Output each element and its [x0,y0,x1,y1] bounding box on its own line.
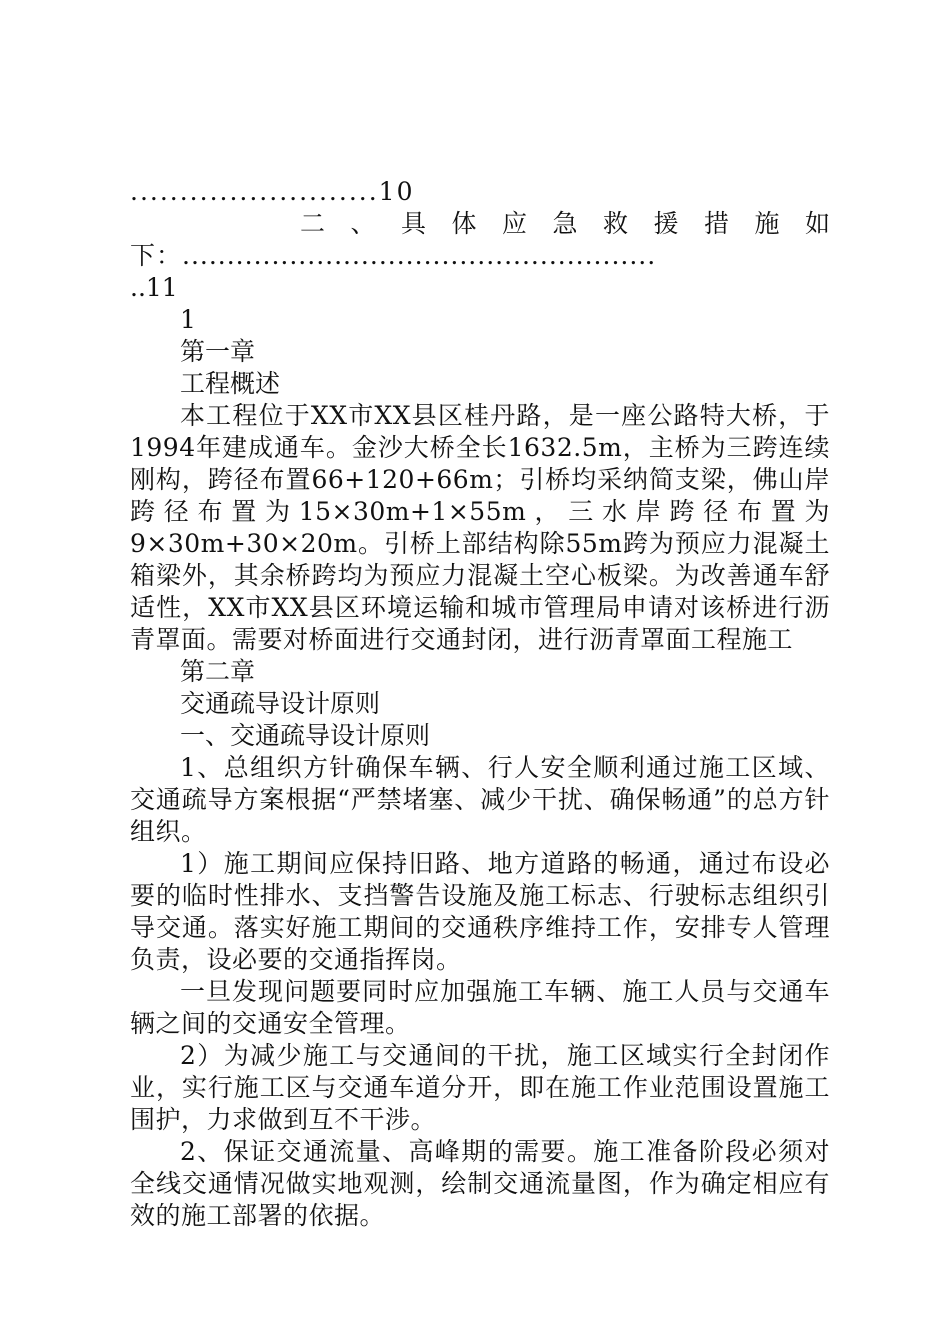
toc-line-dots: 下：..................................................... [130,241,657,270]
section-1-heading: 一、交通疏导设计原则 [180,721,431,750]
paragraph-5: 2、保证交通流量、高峰期的需要。施工准备阶段必须对全线交通情况做实地观测，绘制交通流量图，作为确定相应有效的施工部署的依据。 [130,1137,830,1230]
chapter-1-paragraph: 本工程位于XX市XX县区桂丹路，是一座公路特大桥，于1994年建成通车。金沙大桥全长1632.5m，主桥为三跨连续刚构，跨径布置66+120+66m；引桥均采纳简支梁，佛山岸跨径布置为15×30m+1×55m，三水岸跨径布置为9×30m+30×20m。引桥上部结构除55m跨为预应力混凝土箱梁外，其余桥跨均为预应力混凝土空心板梁。为改善通车舒适性，XX市XX县区环境运输和城市管理局申请对该桥进行沥青罩面。需要对桥面进行交通封闭，进行沥青罩面工程施工 [130,401,830,654]
chapter-1-label: 第一章 [180,337,256,366]
document-page [130,176,830,1232]
paragraph-1: 1、总组织方针确保车辆、行人安全顺利通过施工区域、交通疏导方案根据“严禁堵塞、减少干扰、确保畅通”的总方针组织。 [130,753,830,846]
toc-line-dots-11: ..11 [130,273,178,302]
paragraph-2: 1）施工期间应保持旧路、地方道路的畅通，通过布设必要的临时性排水、支挡警告设施及施工标志、行驶标志组织引导交通。落实好施工期间的交通秩序维持工作，安排专人管理负责，设必要的交通指挥岗。 [130,849,830,974]
toc-line-dots-10: .........................10 [130,177,415,206]
chapter-2-title: 交通疏导设计原则 [180,689,381,718]
chapter-2-label: 第二章 [180,657,256,686]
paragraph-4: 2）为减少施工与交通间的干扰，施工区域实行全封闭作业，实行施工区与交通车道分开，即在施工作业范围设置施工围护，力求做到互不干涉。 [130,1041,830,1134]
toc-entry-emergency-measures: 二 、 具 体 应 急 救 援 措 施 如 [300,209,830,238]
paragraph-3: 一旦发现问题要同时应加强施工车辆、施工人员与交通车辆之间的交通安全管理。 [130,977,830,1038]
chapter-1-title: 工程概述 [180,369,281,398]
page-number: 1 [180,305,196,334]
